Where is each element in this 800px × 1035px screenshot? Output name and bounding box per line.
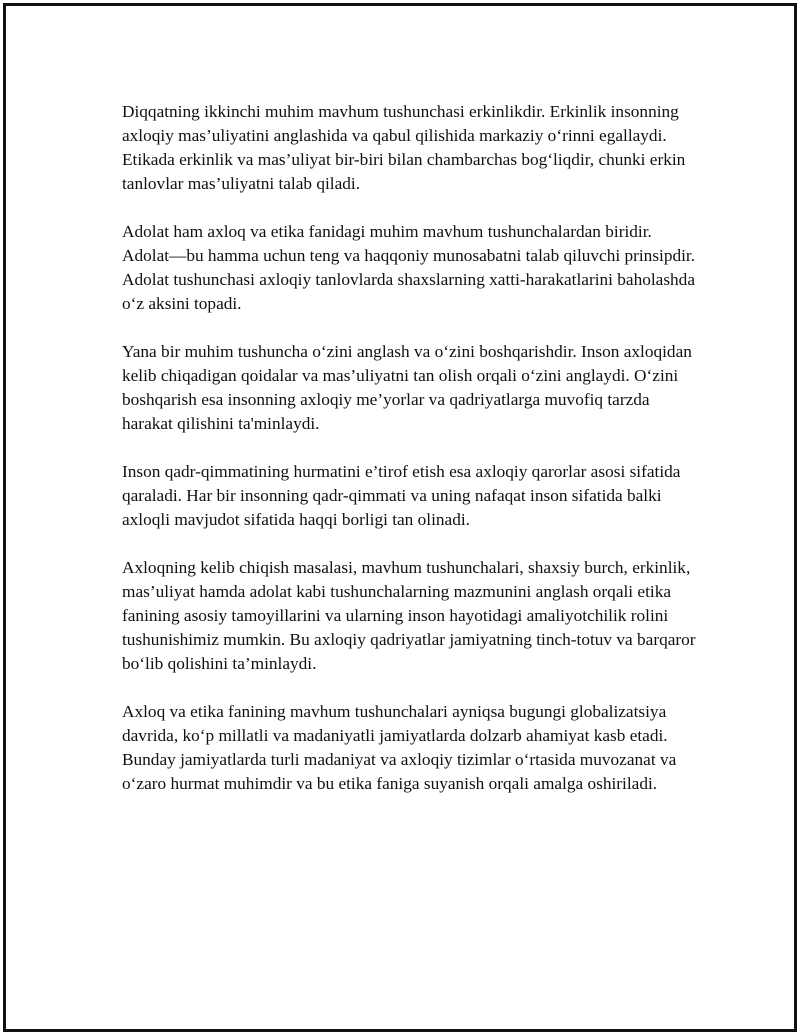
page-border — [3, 3, 797, 1032]
paragraph-freedom: Diqqatning ikkinchi muhim mavhum tushunchasi erkinlikdir. Erkinlik insonning axloqiy mas’uliyatini anglashida va qabul qilishida markaziy o‘rinni egallaydi. Etikada erkinlik va mas’uliyat bir-biri bilan chambarchas bog‘liqdir, chunki erkin tanlovlar mas’uliyatni talab qiladi. — [122, 102, 686, 193]
paragraph-justice: Adolat ham axloq va etika fanidagi muhim mavhum tushunchalardan biridir. Adolat—bu hamma uchun teng va haqqoniy munosabatni talab qiluvchi prinsipdir. Adolat tushunchasi axloqiy tanlovlarda shaxslarning xatti-harakatlarini baholashda o‘z aksini topadi. — [122, 222, 696, 313]
paragraph-ethics-principles: Axloqning kelib chiqish masalasi, mavhum tushunchalari, shaxsiy burch, erkinlik, mas’uliyat hamda adolat kabi tushunchalarning mazmunini anglash orqali etika fanining asosiy tamoyillarini va ularning inson hayotidagi amaliyotchilik rolini tushunishimiz mumkin. Bu axloqiy qadriyatlar jamiyatning tinch-totuv va barqaror bo‘lib qolishini ta’minlaydi. — [122, 558, 696, 673]
paragraph-human-dignity: Inson qadr-qimmatining hurmatini e’tirof etish esa axloqiy qarorlar asosi sifatida qaraladi. Har bir insonning qadr-qimmati va uning nafaqat inson sifatida balki axloqli mavjudot sifatida haqqi borligi tan olinadi. — [122, 462, 681, 529]
document-body — [122, 100, 702, 820]
paragraph-self-awareness: Yana bir muhim tushuncha o‘zini anglash va o‘zini boshqarishdir. Inson axloqidan kelib chiqadigan qoidalar va mas’uliyatni tan olish orqali o‘zini anglaydi. O‘zini boshqarish esa insonning axloqiy me’yorlar va qadriyatlarga muvofiq tarzda harakat qilishini ta'minlaydi. — [122, 342, 692, 433]
paragraph-globalization: Axloq va etika fanining mavhum tushunchalari ayniqsa bugungi globalizatsiya davrida, ko‘p millatli va madaniyatli jamiyatlarda dolzarb ahamiyat kasb etadi. Bunday jamiyatlarda turli madaniyat va axloqiy tizimlar o‘rtasida muvozanat va o‘zaro hurmat muhimdir va bu etika faniga suyanish orqali amalga oshiriladi. — [122, 702, 677, 793]
